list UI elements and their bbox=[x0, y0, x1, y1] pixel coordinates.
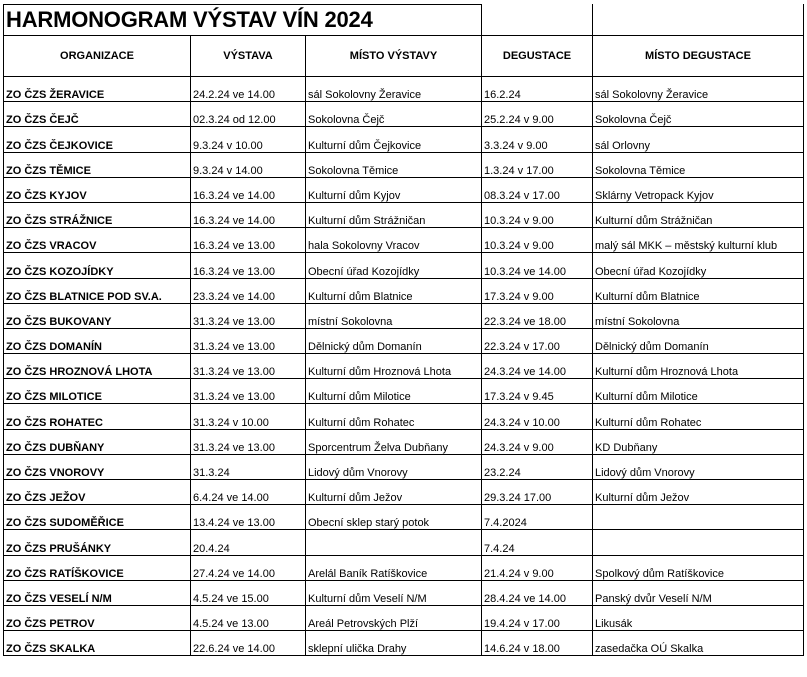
cell-vystava: 31.3.24 ve 13.00 bbox=[191, 303, 306, 328]
table-row bbox=[4, 580, 804, 605]
cell-degustace: 24.3.24 ve 14.00 bbox=[482, 354, 593, 379]
cell-degustace: 22.3.24 ve 18.00 bbox=[482, 303, 593, 328]
header-degustace: DEGUSTACE bbox=[482, 36, 593, 77]
table-row bbox=[4, 555, 804, 580]
cell-misto-vystavy: sál Sokolovny Žeravice bbox=[306, 77, 482, 102]
cell-misto-vystavy: Sporcentrum Želva Dubňany bbox=[306, 429, 482, 454]
cell-misto-vystavy bbox=[306, 530, 482, 555]
cell-misto-vystavy: Kulturní dům Milotice bbox=[306, 379, 482, 404]
cell-misto-vystavy: sklepní ulička Drahy bbox=[306, 631, 482, 656]
cell-degustace: 21.4.24 v 9.00 bbox=[482, 555, 593, 580]
cell-misto-degustace: Kulturní dům Hroznová Lhota bbox=[593, 354, 804, 379]
page-title: HARMONOGRAM VÝSTAV VÍN 2024 bbox=[4, 5, 482, 36]
cell-vystava: 23.3.24 ve 14.00 bbox=[191, 278, 306, 303]
cell-degustace: 22.3.24 v 17.00 bbox=[482, 328, 593, 353]
cell-misto-degustace: Kulturní dům Strážničan bbox=[593, 202, 804, 227]
cell-misto-vystavy: Kulturní dům Blatnice bbox=[306, 278, 482, 303]
cell-misto-degustace: malý sál MKK – městský kulturní klub bbox=[593, 228, 804, 253]
cell-degustace: 24.3.24 v 9.00 bbox=[482, 429, 593, 454]
cell-degustace: 7.4.2024 bbox=[482, 505, 593, 530]
cell-misto-vystavy: Obecní úřad Kozojídky bbox=[306, 253, 482, 278]
cell-organizace: ZO ČZS VRACOV bbox=[4, 228, 191, 253]
cell-vystava: 02.3.24 od 12.00 bbox=[191, 102, 306, 127]
cell-degustace: 17.3.24 v 9.45 bbox=[482, 379, 593, 404]
cell-organizace: ZO ČZS VESELÍ N/M bbox=[4, 580, 191, 605]
cell-degustace: 14.6.24 v 18.00 bbox=[482, 631, 593, 656]
cell-misto-degustace bbox=[593, 530, 804, 555]
cell-degustace: 28.4.24 ve 14.00 bbox=[482, 580, 593, 605]
cell-misto-degustace: místní Sokolovna bbox=[593, 303, 804, 328]
cell-misto-vystavy: Arelál Baník Ratíškovice bbox=[306, 555, 482, 580]
title-row bbox=[4, 5, 804, 36]
schedule-table bbox=[3, 4, 804, 656]
cell-misto-degustace: Likusák bbox=[593, 605, 804, 630]
header-organizace: ORGANIZACE bbox=[4, 36, 191, 77]
cell-vystava: 9.3.24 v 10.00 bbox=[191, 127, 306, 152]
table-row bbox=[4, 354, 804, 379]
cell-misto-degustace: sál Sokolovny Žeravice bbox=[593, 77, 804, 102]
cell-vystava: 31.3.24 ve 13.00 bbox=[191, 328, 306, 353]
cell-misto-degustace: Dělnický dům Domanín bbox=[593, 328, 804, 353]
cell-organizace: ZO ČZS MILOTICE bbox=[4, 379, 191, 404]
cell-misto-vystavy: Dělnický dům Domanín bbox=[306, 328, 482, 353]
cell-organizace: ZO ČZS PRUŠÁNKY bbox=[4, 530, 191, 555]
cell-misto-vystavy: Obecní sklep starý potok bbox=[306, 505, 482, 530]
cell-organizace: ZO ČZS PETROV bbox=[4, 605, 191, 630]
table-row bbox=[4, 429, 804, 454]
cell-degustace: 25.2.24 v 9.00 bbox=[482, 102, 593, 127]
cell-organizace: ZO ČZS ŽERAVICE bbox=[4, 77, 191, 102]
cell-organizace: ZO ČZS KOZOJÍDKY bbox=[4, 253, 191, 278]
cell-misto-degustace: Kulturní dům Blatnice bbox=[593, 278, 804, 303]
cell-degustace: 24.3.24 v 10.00 bbox=[482, 404, 593, 429]
table-row bbox=[4, 278, 804, 303]
cell-misto-vystavy: Sokolovna Čejč bbox=[306, 102, 482, 127]
cell-vystava: 22.6.24 ve 14.00 bbox=[191, 631, 306, 656]
cell-vystava: 16.3.24 ve 14.00 bbox=[191, 202, 306, 227]
cell-vystava: 24.2.24 ve 14.00 bbox=[191, 77, 306, 102]
cell-vystava: 16.3.24 ve 13.00 bbox=[191, 253, 306, 278]
cell-vystava: 9.3.24 v 14.00 bbox=[191, 152, 306, 177]
cell-misto-vystavy: Areál Petrovských Plží bbox=[306, 605, 482, 630]
cell-misto-vystavy: Sokolovna Těmice bbox=[306, 152, 482, 177]
cell-organizace: ZO ČZS ČEJKOVICE bbox=[4, 127, 191, 152]
cell-misto-degustace: Kulturní dům Rohatec bbox=[593, 404, 804, 429]
table-row bbox=[4, 404, 804, 429]
table-row bbox=[4, 127, 804, 152]
cell-degustace: 16.2.24 bbox=[482, 77, 593, 102]
cell-misto-degustace: sál Orlovny bbox=[593, 127, 804, 152]
cell-organizace: ZO ČZS ČEJČ bbox=[4, 102, 191, 127]
cell-degustace: 17.3.24 v 9.00 bbox=[482, 278, 593, 303]
cell-misto-degustace: Panský dvůr Veselí N/M bbox=[593, 580, 804, 605]
cell-organizace: ZO ČZS RATÍŠKOVICE bbox=[4, 555, 191, 580]
cell-vystava: 4.5.24 ve 15.00 bbox=[191, 580, 306, 605]
blank-cell bbox=[482, 5, 593, 36]
cell-vystava: 16.3.24 ve 13.00 bbox=[191, 228, 306, 253]
cell-vystava: 6.4.24 ve 14.00 bbox=[191, 480, 306, 505]
table-row bbox=[4, 202, 804, 227]
cell-misto-degustace: Obecní úřad Kozojídky bbox=[593, 253, 804, 278]
cell-degustace: 29.3.24 17.00 bbox=[482, 480, 593, 505]
cell-misto-vystavy: Kulturní dům Hroznová Lhota bbox=[306, 354, 482, 379]
cell-misto-vystavy: Kulturní dům Čejkovice bbox=[306, 127, 482, 152]
cell-vystava: 27.4.24 ve 14.00 bbox=[191, 555, 306, 580]
cell-degustace: 23.2.24 bbox=[482, 454, 593, 479]
cell-organizace: ZO ČZS DUBŇANY bbox=[4, 429, 191, 454]
table-row bbox=[4, 605, 804, 630]
cell-vystava: 31.3.24 ve 13.00 bbox=[191, 379, 306, 404]
table-row bbox=[4, 102, 804, 127]
cell-misto-vystavy: Lidový dům Vnorovy bbox=[306, 454, 482, 479]
cell-organizace: ZO ČZS SUDOMĚŘICE bbox=[4, 505, 191, 530]
table-row bbox=[4, 303, 804, 328]
blank-cell bbox=[593, 5, 804, 36]
cell-misto-vystavy: Kulturní dům Strážničan bbox=[306, 202, 482, 227]
cell-misto-degustace: Lidový dům Vnorovy bbox=[593, 454, 804, 479]
cell-misto-vystavy: Kulturní dům Kyjov bbox=[306, 177, 482, 202]
table-row bbox=[4, 631, 804, 656]
cell-misto-vystavy: hala Sokolovny Vracov bbox=[306, 228, 482, 253]
table-row bbox=[4, 152, 804, 177]
header-row bbox=[4, 36, 804, 77]
cell-misto-vystavy: Kulturní dům Rohatec bbox=[306, 404, 482, 429]
cell-vystava: 31.3.24 bbox=[191, 454, 306, 479]
cell-organizace: ZO ČZS TĚMICE bbox=[4, 152, 191, 177]
cell-degustace: 7.4.24 bbox=[482, 530, 593, 555]
table-row bbox=[4, 505, 804, 530]
cell-misto-vystavy: Kulturní dům Veselí N/M bbox=[306, 580, 482, 605]
cell-misto-vystavy: místní Sokolovna bbox=[306, 303, 482, 328]
cell-misto-degustace: KD Dubňany bbox=[593, 429, 804, 454]
cell-organizace: ZO ČZS BUKOVANY bbox=[4, 303, 191, 328]
table-row bbox=[4, 530, 804, 555]
cell-organizace: ZO ČZS HROZNOVÁ LHOTA bbox=[4, 354, 191, 379]
cell-degustace: 08.3.24 v 17.00 bbox=[482, 177, 593, 202]
cell-degustace: 19.4.24 v 17.00 bbox=[482, 605, 593, 630]
cell-misto-degustace: Kulturní dům Ježov bbox=[593, 480, 804, 505]
cell-degustace: 1.3.24 v 17.00 bbox=[482, 152, 593, 177]
cell-degustace: 10.3.24 ve 14.00 bbox=[482, 253, 593, 278]
header-misto-degustace: MÍSTO DEGUSTACE bbox=[593, 36, 804, 77]
table-row bbox=[4, 454, 804, 479]
cell-misto-degustace bbox=[593, 505, 804, 530]
cell-misto-degustace: Spolkový dům Ratíškovice bbox=[593, 555, 804, 580]
cell-organizace: ZO ČZS DOMANÍN bbox=[4, 328, 191, 353]
cell-misto-degustace: zasedačka OÚ Skalka bbox=[593, 631, 804, 656]
cell-vystava: 4.5.24 ve 13.00 bbox=[191, 605, 306, 630]
cell-misto-degustace: Sokolovna Čejč bbox=[593, 102, 804, 127]
cell-vystava: 31.3.24 ve 13.00 bbox=[191, 354, 306, 379]
table-row bbox=[4, 328, 804, 353]
cell-organizace: ZO ČZS BLATNICE POD SV.A. bbox=[4, 278, 191, 303]
cell-organizace: ZO ČZS ROHATEC bbox=[4, 404, 191, 429]
table-row bbox=[4, 77, 804, 102]
cell-organizace: ZO ČZS JEŽOV bbox=[4, 480, 191, 505]
cell-organizace: ZO ČZS STRÁŽNICE bbox=[4, 202, 191, 227]
cell-misto-degustace: Sklárny Vetropack Kyjov bbox=[593, 177, 804, 202]
cell-misto-degustace: Kulturní dům Milotice bbox=[593, 379, 804, 404]
cell-degustace: 3.3.24 v 9.00 bbox=[482, 127, 593, 152]
cell-vystava: 16.3.24 ve 14.00 bbox=[191, 177, 306, 202]
cell-vystava: 31.3.24 ve 13.00 bbox=[191, 429, 306, 454]
table-row bbox=[4, 480, 804, 505]
cell-misto-degustace: Sokolovna Těmice bbox=[593, 152, 804, 177]
cell-misto-vystavy: Kulturní dům Ježov bbox=[306, 480, 482, 505]
cell-vystava: 13.4.24 ve 13.00 bbox=[191, 505, 306, 530]
header-misto-vystavy: MÍSTO VÝSTAVY bbox=[306, 36, 482, 77]
cell-organizace: ZO ČZS VNOROVY bbox=[4, 454, 191, 479]
cell-vystava: 31.3.24 v 10.00 bbox=[191, 404, 306, 429]
cell-degustace: 10.3.24 v 9.00 bbox=[482, 228, 593, 253]
cell-vystava: 20.4.24 bbox=[191, 530, 306, 555]
cell-degustace: 10.3.24 v 9.00 bbox=[482, 202, 593, 227]
header-vystava: VÝSTAVA bbox=[191, 36, 306, 77]
table-row bbox=[4, 177, 804, 202]
table-row bbox=[4, 379, 804, 404]
cell-organizace: ZO ČZS KYJOV bbox=[4, 177, 191, 202]
cell-organizace: ZO ČZS SKALKA bbox=[4, 631, 191, 656]
table-row bbox=[4, 228, 804, 253]
table-row bbox=[4, 253, 804, 278]
